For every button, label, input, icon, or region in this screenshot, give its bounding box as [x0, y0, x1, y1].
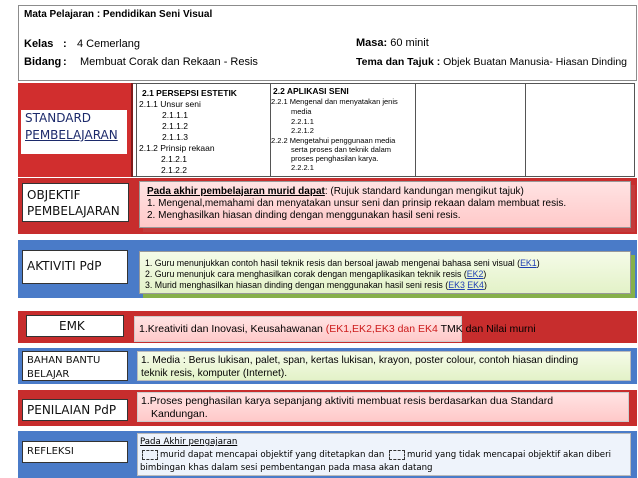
- aplikasi-line: 2.2.1.1: [291, 117, 314, 126]
- subject-title: Mata Pelajaran : Pendidikan Seni Visual: [24, 9, 213, 20]
- refleksi-line1b: murid yang tidak mencapai objektif akan diberi: [407, 450, 612, 460]
- time-info: [356, 37, 429, 49]
- objektif-label: [22, 183, 129, 222]
- refleksi-line1: [140, 449, 628, 462]
- penilaian-line2: Kandungan.: [151, 408, 208, 420]
- objektif-panel: [139, 181, 631, 228]
- emk-text-b: TMK dan Nilai murni: [437, 323, 536, 335]
- aplikasi-title: 2.2 APLIKASI SENI: [273, 86, 349, 96]
- penilaian-line1: 1.Proses penghasilan karya sepanjang aktiviti membuat resis berdasarkan dua Standard: [141, 395, 554, 407]
- objektif-intro-bold: Pada akhir pembelajaran murid dapat: [147, 186, 325, 197]
- aplikasi-line: 2.2.1.2: [291, 126, 314, 135]
- aktiviti-tail: ): [536, 258, 540, 268]
- objektif-intro-rest: : (Rujuk standard kandungan mengikut tajuk): [324, 186, 524, 197]
- refleksi-label: REFLEKSI: [22, 441, 128, 463]
- class-value: 4 Cemerlang: [77, 38, 140, 50]
- checkbox-not-achieved[interactable]: [389, 450, 405, 460]
- emk-text-red: (EK1,EK2,EK3 dan EK4: [325, 323, 438, 335]
- persepsi-line: 2.1.1.1: [162, 110, 188, 120]
- aktiviti-panel: [139, 251, 631, 294]
- bahan-label-line1: BAHAN BANTU: [27, 355, 101, 366]
- refleksi-line2: bimbingan khas dalam sesi pembentangan pada masa akan datang: [140, 463, 433, 473]
- field-separator: :: [63, 56, 67, 68]
- persepsi-line: 2.1.2.2: [161, 165, 187, 175]
- theme-info: [356, 56, 627, 68]
- bahan-label-line2: BELAJAR: [27, 369, 70, 380]
- ek-link[interactable]: EK1: [520, 258, 537, 268]
- bahan-label: [22, 351, 128, 381]
- aktiviti-tail: ): [483, 280, 487, 290]
- class-label: Kelas: [24, 38, 54, 50]
- checkbox-achieved[interactable]: [142, 450, 158, 460]
- emk-text-a: 1.Kreativiti dan Inovasi, Keusahawanan: [139, 323, 326, 335]
- objektif-label-line1: OBJEKTIF: [27, 188, 81, 202]
- aplikasi-line: proses penghasilan karya.: [291, 154, 379, 163]
- objektif-item: 1. Mengenal,memahami dan menyatakan unsur seni dan prinsip rekaan dalam membuat resis.: [147, 198, 567, 209]
- bahan-line1: 1. Media : Berus lukisan, palet, span, kertas lukisan, krayon, poster colour, contoh hiasan dinding: [141, 355, 579, 366]
- aplikasi-line: serta proses dan teknik dalam: [291, 145, 392, 154]
- aktiviti-text: 3. Murid menghasilkan hiasan dinding dengan menggunakan hasil seni resis (: [145, 280, 449, 290]
- class-separator: :: [63, 38, 67, 50]
- time-label: Masa:: [356, 37, 388, 49]
- persepsi-title: 2.1 PERSEPSI ESTETIK: [142, 88, 237, 98]
- persepsi-line: 2.1.1.2: [162, 121, 188, 131]
- objektif-intro: [147, 186, 623, 198]
- bahan-line2: teknik resis, komputer (Internet).: [141, 368, 288, 379]
- theme-value: Objek Buatan Manusia- Hiasan Dinding: [443, 56, 627, 68]
- aktiviti-text: 2. Guru menunjuk cara menghasilkan corak dengan mengaplikasikan teknik resis (: [145, 269, 467, 279]
- persepsi-line: 2.1.2.1: [161, 154, 187, 164]
- standard-label-line1: STANDARD: [25, 111, 92, 125]
- ek-link[interactable]: EK4: [467, 280, 484, 290]
- aktiviti-item: [145, 280, 625, 291]
- ek-link[interactable]: EK3: [448, 280, 465, 290]
- aplikasi-line: media: [291, 107, 312, 116]
- refleksi-panel: [137, 433, 631, 476]
- refleksi-title: Pada Akhir pengajaran: [140, 437, 238, 447]
- standard-label: [21, 110, 127, 154]
- field-value: Membuat Corak dan Rekaan - Resis: [80, 56, 258, 68]
- refleksi-line1a: murid dapat mencapai objektif yang ditetapkan dan: [160, 450, 385, 460]
- aktiviti-tail: ): [483, 269, 487, 279]
- penilaian-panel: [137, 392, 629, 422]
- ek-link[interactable]: EK2: [466, 269, 484, 279]
- penilaian-label: PENILAIAN PdP: [22, 399, 128, 421]
- aplikasi-line: 2.2.1 Mengenal dan menyatakan jenis: [271, 97, 398, 106]
- persepsi-line: 2.1.1.3: [162, 132, 188, 142]
- aplikasi-line: 2.2.2.1: [291, 163, 314, 172]
- bahan-panel: [137, 351, 631, 381]
- persepsi-line: 2.1.2 Prinsip rekaan: [139, 143, 215, 153]
- standard-label-line2: PEMBELAJARAN: [25, 128, 118, 142]
- aktiviti-text: 1. Guru menunjukkan contoh hasil teknik resis dan bersoal jawab mengenai bahasa seni visual (: [145, 258, 521, 268]
- aktiviti-item: [145, 258, 625, 269]
- theme-label: Tema dan Tajuk :: [356, 56, 441, 68]
- emk-panel: [134, 316, 536, 342]
- field-label: Bidang: [24, 56, 62, 68]
- aktiviti-item: [145, 269, 625, 280]
- aplikasi-line: 2.2.2 Mengetahui penggunaan media: [271, 136, 396, 145]
- aktiviti-label: AKTIVITI PdP: [22, 250, 128, 284]
- time-value: 60 minit: [390, 37, 429, 49]
- objektif-label-line2: PEMBELAJARAN: [27, 204, 120, 218]
- objektif-item: 2. Menghasilkan hiasan dinding dengan menggunakan hasil seni resis.: [147, 210, 461, 221]
- emk-label: EMK: [26, 315, 124, 337]
- persepsi-line: 2.1.1 Unsur seni: [139, 99, 201, 109]
